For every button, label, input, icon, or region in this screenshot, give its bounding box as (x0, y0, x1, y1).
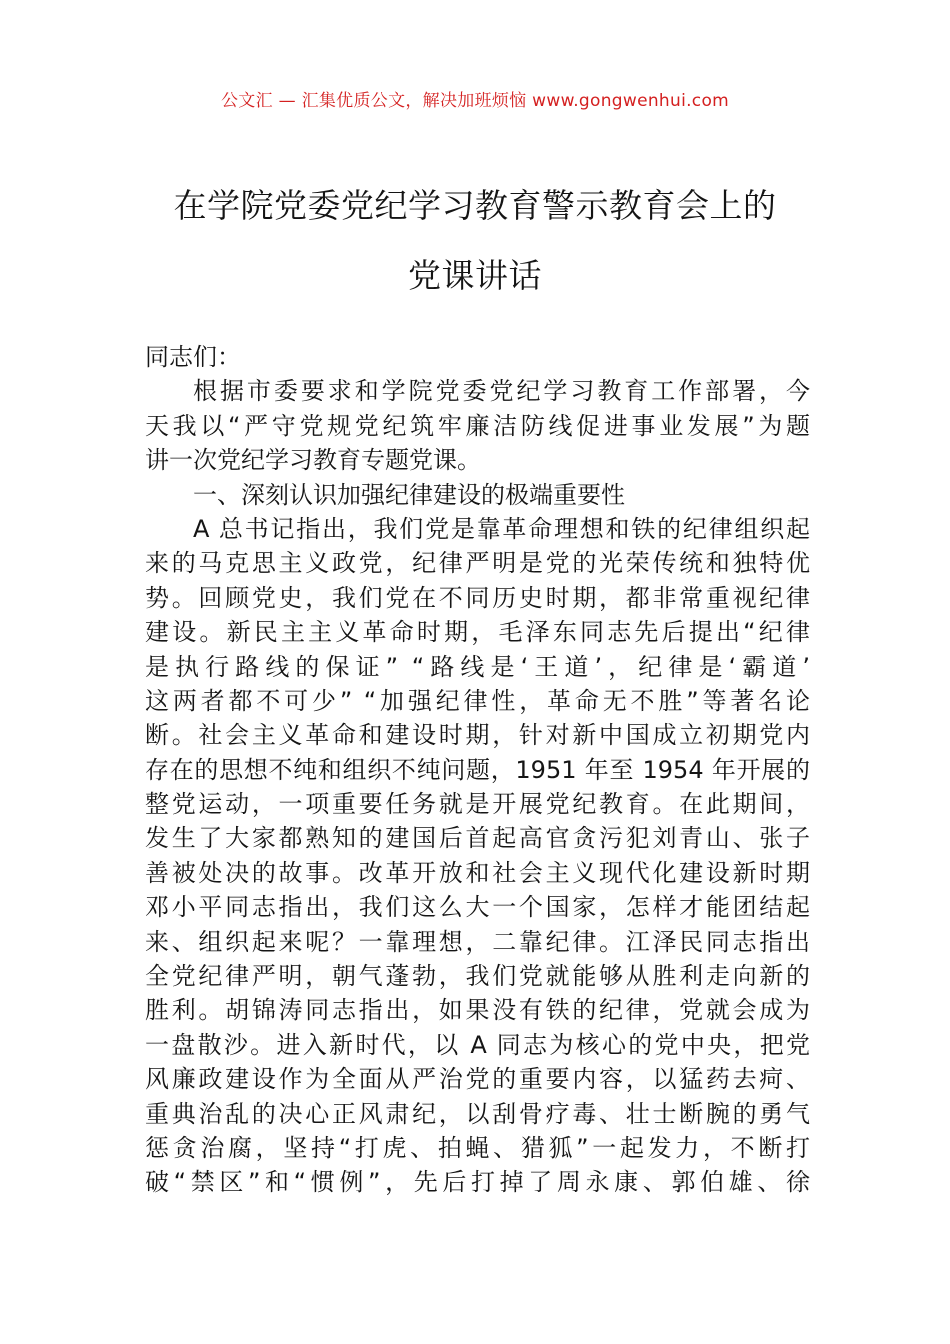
paragraph-line: 整党运动，一项重要任务就是开展党纪教育。在此期间， (145, 790, 810, 819)
paragraph-line: 天我以“严守党规党纪筑牢廉洁防线促进事业发展”为题 (145, 411, 810, 440)
paragraph-line: 根据市委要求和学院党委党纪学习教育工作部署，今 (193, 377, 810, 406)
paragraph-line: 是执行路线的保证” “路线是‘王道’，纪律是‘霸道’ (145, 652, 810, 681)
paragraph-line: A 总书记指出，我们党是靠革命理想和铁的纪律组织起 (193, 514, 810, 543)
section-heading: 一、深刻认识加强纪律建设的极端重要性 (193, 480, 625, 509)
site-header-note: 公文汇 — 汇集优质公文，解决加班烦恼 www.gongwenhui.com (220, 91, 730, 111)
paragraph-line: 风廉政建设作为全面从严治党的重要内容，以猛药去疴、 (145, 1065, 810, 1094)
document-title-line-2: 党课讲话 (408, 256, 542, 295)
paragraph-line: 邓小平同志指出，我们这么大一个国家，怎样才能团结起 (145, 893, 810, 922)
paragraph-line: 这两者都不可少” “加强纪律性，革命无不胜”等著名论 (145, 686, 810, 715)
paragraph-line: 破“禁区”和“惯例”，先后打掉了周永康、郭伯雄、徐 (145, 1168, 810, 1197)
paragraph-line: 重典治乱的决心正风肃纪，以刮骨疗毒、壮士断腕的勇气 (145, 1099, 810, 1128)
paragraph-line: 发生了大家都熟知的建国后首起高官贪污犯刘青山、张子 (145, 824, 810, 853)
paragraph-line: 存在的思想不纯和组织不纯问题，1951 年至 1954 年开展的 (145, 755, 810, 784)
paragraph-line: 全党纪律严明，朝气蓬勃，我们党就能够从胜利走向新的 (145, 962, 810, 991)
paragraph-line: 来的马克思主义政党，纪律严明是党的光荣传统和独特优 (145, 549, 810, 578)
paragraph-line: 一盘散沙。进入新时代，以 A 同志为核心的党中央，把党 (145, 1030, 810, 1059)
paragraph-line: 胜利。胡锦涛同志指出，如果没有铁的纪律，党就会成为 (145, 996, 810, 1025)
paragraph-line: 善被处决的故事。改革开放和社会主义现代化建设新时期 (145, 858, 810, 887)
paragraph-line: 势。回顾党史，我们党在不同历史时期，都非常重视纪律 (145, 583, 810, 612)
paragraph-line: 讲一次党纪学习教育专题党课。 (145, 446, 481, 475)
paragraph-line: 建设。新民主主义革命时期，毛泽东同志先后提出“纪律 (145, 618, 810, 647)
paragraph-line: 断。社会主义革命和建设时期，针对新中国成立初期党内 (145, 721, 810, 750)
document-body (145, 340, 810, 1200)
document-title-line-1: 在学院党委党纪学习教育警示教育会上的 (173, 186, 777, 225)
paragraph-line: 惩贪治腐，坚持“打虎、拍蝇、猎狐”一起发力，不断打 (145, 1133, 810, 1162)
paragraph-line: 来、组织起来呢？一靠理想，二靠纪律。江泽民同志指出 (145, 927, 810, 956)
salutation: 同志们： (145, 343, 241, 371)
